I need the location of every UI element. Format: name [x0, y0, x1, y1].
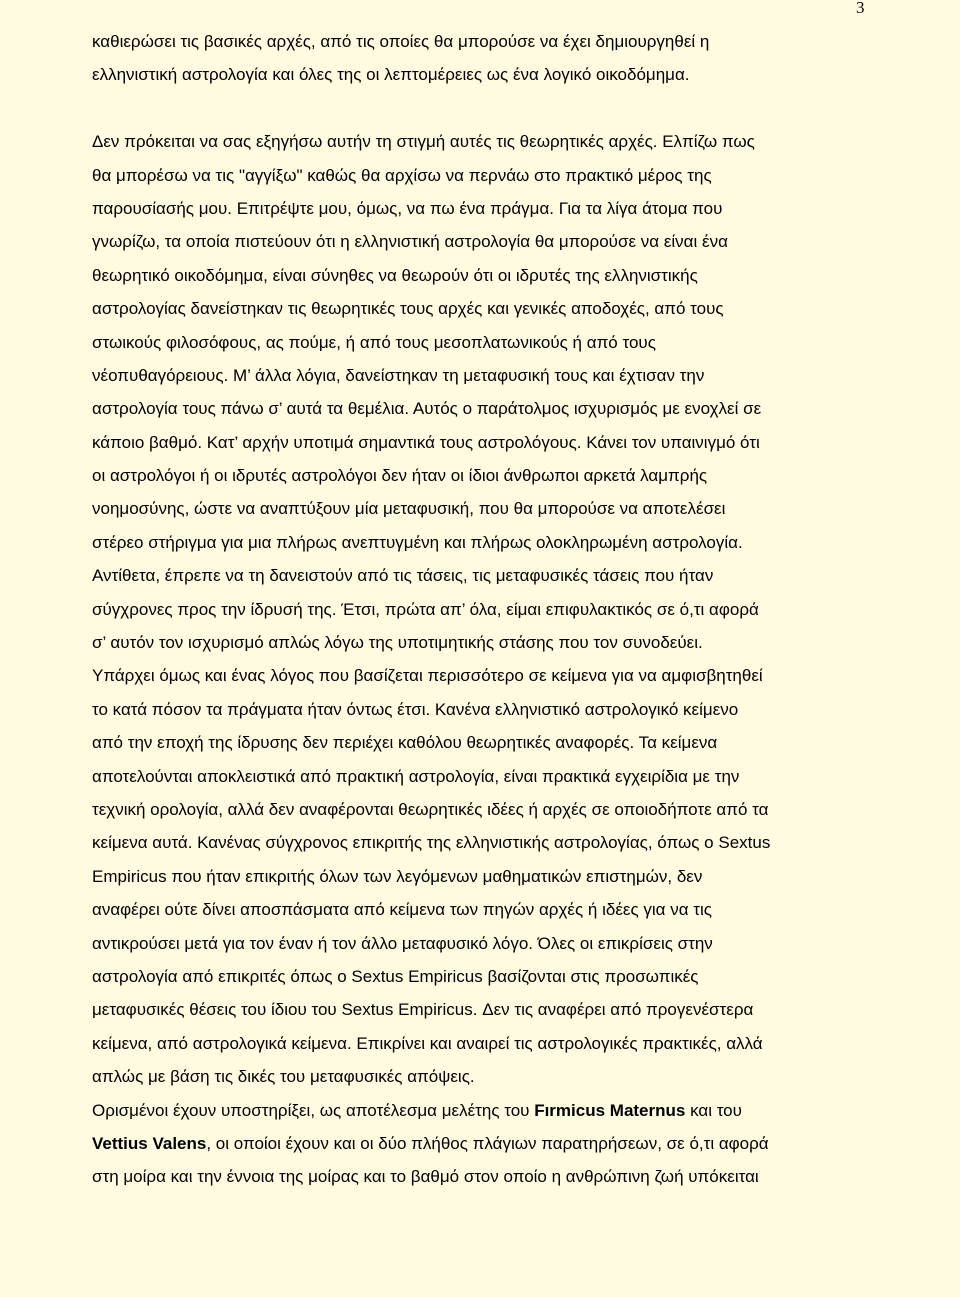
text-line-mixed [92, 1127, 872, 1160]
author-name-firmicus: Fırmicus Maternus [534, 1100, 686, 1120]
text-line: αστρολογίας δανείστηκαν τις θεωρητικές τους αρχές και γενικές αποδοχές, από τους [92, 299, 724, 319]
text-line: παρουσίασής μου. Επιτρέψτε μου, όμως, να πω ένα πράγμα. Για τα λίγα άτομα που [92, 198, 723, 218]
text-line: στη μοίρα και την έννοια της μοίρας και το βαθμό στον οποίο η ανθρώπινη ζωή υπόκειται [92, 1167, 759, 1187]
text-run: και του [685, 1100, 742, 1120]
text-line: Υπάρχει όμως και ένας λόγος που βασίζεται περισσότερο σε κείμενα για να αμφισβητηθεί [92, 666, 763, 686]
document-body [92, 25, 872, 1194]
text-line: στωικούς φιλοσόφους, ας πούμε, ή από τους μεσοπλατωνικούς ή από τους [92, 332, 656, 352]
text-line: οι αστρολόγοι ή οι ιδρυτές αστρολόγοι δεν ήταν οι ίδιοι άνθρωποι αρκετά λαμπρής [92, 466, 708, 486]
text-line: απλώς με βάση τις δικές του μεταφυσικές απόψεις. [92, 1067, 475, 1087]
author-name-vettius: Vettius Valens [92, 1133, 207, 1153]
text-line: το κατά πόσον τα πράγματα ήταν όντως έτσι. Κανένα ελληνιστικό αστρολογικό κείμενο [92, 699, 739, 719]
paragraph-gap [92, 92, 872, 125]
text-line: Empiricus που ήταν επικριτής όλων των λεγόμενων μαθηματικών επιστημών, δεν [92, 866, 703, 886]
text-line: καθιερώσει τις βασικές αρχές, από τις οποίες θα μπορούσε να έχει δημιουργηθεί η [92, 32, 710, 51]
text-line: γνωρίζω, τα οποία πιστεύουν ότι η ελληνιστική αστρολογία θα μπορούσε να είναι ένα [92, 232, 728, 252]
text-line: τεχνική ορολογία, αλλά δεν αναφέρονται θεωρητικές ιδέες ή αρχές σε οποιοδήποτε από τα [92, 799, 769, 819]
text-line: σύγχρονες προς την ίδρυσή της. Έτσι, πρώτα απ’ όλα, είμαι επιφυλακτικός σε ό,τι αφορά [92, 599, 759, 619]
text-line: στέρεο στήριγμα για μια πλήρως ανεπτυγμένη και πλήρως ολοκληρωμένη αστρολογία. [92, 532, 743, 552]
text-line: θεωρητικό οικοδόμημα, είναι σύνηθες να θεωρούν ότι οι ιδρυτές της ελληνιστικής [92, 265, 698, 285]
text-line: Δεν πρόκειται να σας εξηγήσω αυτήν τη στιγμή αυτές τις θεωρητικές αρχές. Ελπίζω πως [92, 132, 755, 152]
text-line: αντικρούσει μετά για τον έναν ή τον άλλο μεταφυσικό λόγο. Όλες οι επικρίσεις στην [92, 933, 713, 953]
text-line: ελληνιστική αστρολογία και όλες της οι λεπτομέρειες ως ένα λογικό οικοδόμημα. [92, 65, 690, 85]
text-run: , οι οποίοι έχουν και οι δύο πλήθος πλάγιων παρατηρήσεων, σε ό,τι αφορά [206, 1133, 769, 1153]
text-line: κείμενα αυτά. Κανένας σύγχρονος επικριτής της ελληνιστικής αστρολογίας, όπως ο Sextus [92, 833, 771, 853]
text-line: νέοπυθαγόρειους. Μ’ άλλα λόγια, δανείστηκαν τη μεταφυσική τους και έχτισαν την [92, 365, 705, 385]
text-line: νοημοσύνης, ώστε να αναπτύξουν μία μεταφυσική, που θα μπορούσε να αποτελέσει [92, 499, 726, 519]
text-line-mixed [92, 1094, 872, 1127]
text-line: αναφέρει ούτε δίνει αποσπάσματα από κείμενα των πηγών αρχές ή ιδέες για να τις [92, 900, 712, 920]
text-run: Ορισμένοι έχουν υποστηρίξει, ως αποτέλεσμα μελέτης του [92, 1100, 535, 1120]
text-line: αποτελούνται αποκλειστικά από πρακτική αστρολογία, είναι πρακτικά εγχειρίδια με την [92, 766, 740, 786]
text-line: Αντίθετα, έπρεπε να τη δανειστούν από τις τάσεις, τις μεταφυσικές τάσεις που ήταν [92, 566, 714, 586]
text-line: κείμενα, από αστρολογικά κείμενα. Επικρίνει και αναιρεί τις αστρολογικές πρακτικές, αλλά [92, 1033, 763, 1053]
text-line: από την εποχή της ίδρυσης δεν περιέχει καθόλου θεωρητικές αναφορές. Τα κείμενα [92, 733, 718, 753]
text-line: θα μπορέσω να τις "αγγίξω" καθώς θα αρχίσω να περνάω στο πρακτικό μέρος της [92, 165, 712, 185]
text-line: σ’ αυτόν τον ισχυρισμό απλώς λόγω της υποτιμητικής στάσης που τον συνοδεύει. [92, 633, 703, 653]
text-line: κάποιο βαθμό. Κατ’ αρχήν υποτιμά σημαντικά τους αστρολόγους. Κάνει τον υπαινιγμό ότι [92, 432, 760, 452]
text-line: αστρολογία από επικριτές όπως ο Sextus Empiricus βασίζονται στις προσωπικές [92, 966, 699, 986]
text-line: αστρολογία τους πάνω σ’ αυτά τα θεμέλια. Αυτός ο παράτολμος ισχυρισμός με ενοχλεί σε [92, 399, 762, 419]
page-number: 3 [856, 0, 865, 17]
text-line: μεταφυσικές θέσεις του ίδιου του Sextus Empiricus. Δεν τις αναφέρει από προγενέστερα [92, 1000, 754, 1020]
